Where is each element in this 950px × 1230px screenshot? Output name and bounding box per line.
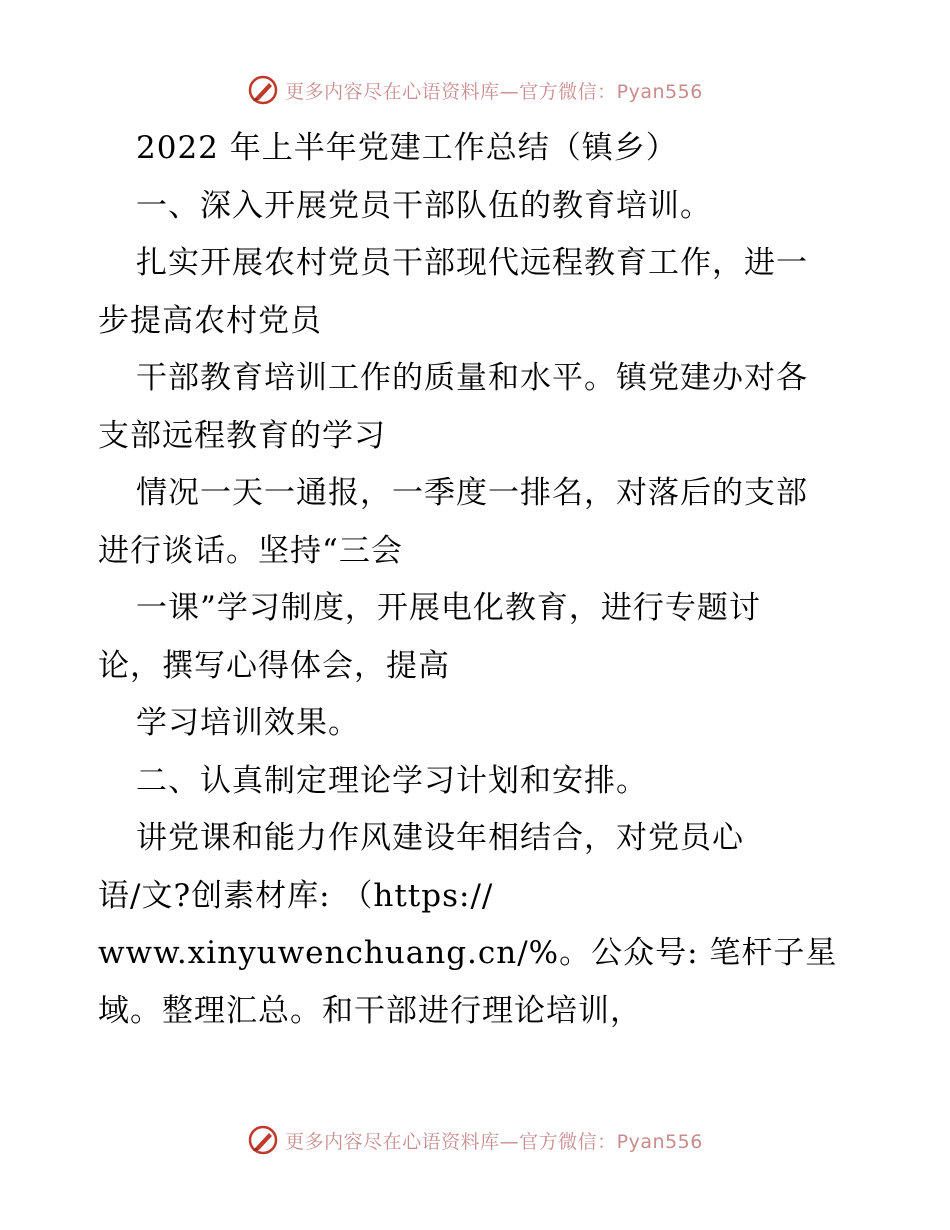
paragraph-line: 支部远程教育的学习 — [98, 417, 386, 454]
paragraph-line: 语/文?创素材库: （https:// — [98, 877, 494, 914]
doc-title: 2022 年上半年党建工作总结（镇乡） — [136, 130, 678, 166]
paragraph-line: 扎实开展农村党员干部现代远程教育工作，进一 — [136, 245, 808, 281]
watermark-text: 更多内容尽在心语资料库—官方微信：Pyan556 — [285, 80, 703, 103]
paragraph-line: 进行谈话。坚持“三会 — [98, 532, 403, 569]
paragraph-line: 学习培训效果。 — [136, 705, 360, 741]
section-heading: 二、认真制定理论学习计划和安排。 — [136, 762, 648, 799]
paragraph-line: 干部教育培训工作的质量和水平。镇党建办对各 — [136, 360, 808, 396]
paragraph-line: 讲党课和能力作风建设年相结合，对党员心 — [136, 820, 744, 856]
paragraph-line: 情况一天一通报，一季度一排名，对落后的支部 — [136, 475, 808, 511]
header-watermark — [0, 70, 950, 110]
pen-logo-icon — [247, 74, 279, 106]
paragraph-line: 步提高农村党员 — [98, 302, 322, 339]
watermark-text: 更多内容尽在心语资料库—官方微信：Pyan556 — [285, 1130, 703, 1153]
section-heading: 一、深入开展党员干部队伍的教育培训。 — [136, 187, 712, 224]
pen-logo-icon — [247, 1124, 279, 1156]
paragraph-line: www.xinyuwenchuang.cn/%。公众号: 笔杆子星 — [98, 935, 838, 971]
footer-watermark — [0, 1120, 950, 1160]
paragraph-line: 一课”学习制度，开展电化教育，进行专题讨 — [136, 590, 761, 626]
paragraph-line: 论，撰写心得体会，提高 — [98, 647, 450, 684]
document-body — [98, 120, 858, 1040]
paragraph-line: 域。整理汇总。和干部进行理论培训， — [98, 992, 642, 1029]
